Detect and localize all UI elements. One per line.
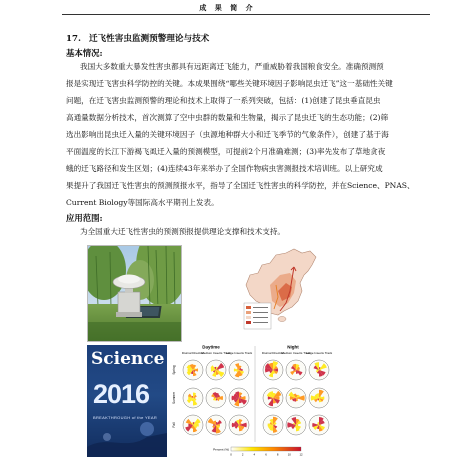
group-label: Night — [287, 344, 299, 350]
application-heading: 应用范围: — [66, 213, 103, 223]
cover-art — [87, 417, 167, 457]
summary-line: Current Biology等国际高水平期刊上发表。 — [66, 198, 219, 207]
colorbar-label: Percent (%) — [213, 447, 229, 452]
colorbar-tick: 12 — [299, 452, 303, 457]
group-label: Daytime — [202, 344, 220, 350]
colorbar-tick: 0 — [230, 452, 232, 457]
summary-line: 我国大多数重大暴发性害虫都具有远距离迁飞能力，严重威胁着我国粮食安全。准确预测预 — [80, 62, 384, 71]
section-number: 17. — [66, 34, 81, 44]
header-divider — [62, 14, 430, 15]
application-line: 为全国重大迁飞性害虫的预测预报提供理论支撑和技术支持。 — [80, 227, 286, 236]
science-cover-tagline: BREAKTHROUGH of the YEAR — [93, 415, 158, 420]
summary-line: 问题，在迁飞害虫监测预警的理论和技术上取得了一系列突破，包括：(1)创建了昆虫垂直昆虫 — [66, 96, 381, 105]
row-label: Spring — [172, 365, 176, 375]
row-label: Fall — [172, 422, 176, 428]
summary-line: 平面温度的长江下游褐飞虱迁入量的预测模型，可提前2个月准确难测；(3)率先发布了草地贪夜 — [66, 147, 386, 156]
column-label: Diurnal Direction — [261, 351, 285, 355]
radar-station-photo — [87, 245, 182, 342]
summary-line: 蛾的迁飞路径和发生区划；(4)连续43年来举办了全国作物病虫害测报技术培训班。以上研究成 — [66, 164, 383, 173]
science-cover-title: Science — [91, 349, 165, 369]
column-label: Large Insects Track — [305, 351, 333, 355]
science-cover-year: 2016 — [93, 379, 150, 409]
column-label: Medium Insects Track — [281, 351, 311, 355]
column-label: Diurnal Direction — [181, 351, 205, 355]
column-label: Medium Insects Track — [201, 351, 231, 355]
row-label: Summer — [172, 391, 176, 405]
summary-heading: 基本情况: — [66, 48, 103, 58]
colorbar — [231, 447, 301, 451]
column-label: Large Insects Track — [225, 351, 253, 355]
colorbar-tick: 4 — [253, 452, 256, 457]
header-title: 成 果 简 介 — [199, 3, 256, 12]
section-title — [66, 32, 209, 44]
colorbar-tick: 6 — [265, 452, 267, 457]
summary-line: 报是实现迁飞害虫科学防控的关键。本成果围绕“哪些关键环境因子影响昆虫迁飞”这一基础性关键 — [66, 79, 393, 88]
summary-line: 果提升了我国迁飞性害虫的预测预报水平，指导了全国迁飞性害虫的科学防控，并在Science、PNAS、 — [66, 181, 415, 190]
colorbar-tick: 2 — [241, 452, 244, 457]
colorbar-tick: 10 — [287, 452, 291, 457]
section-title-text: 迁飞性害虫监测预警理论与技术 — [88, 34, 210, 44]
summary-line: 选出影响出昆虫迁入量的关键环境因子（虫源地种群大小和迁飞季节的气象条件），创建了基于海 — [66, 130, 389, 139]
summary-line: 高通量数据分析技术，首次测算了空中虫群的数量和生物量，揭示了昆虫迁飞的生态功能；(2)筛 — [66, 113, 389, 122]
colorbar-tick: 8 — [276, 452, 279, 457]
radar-rose-panel — [171, 344, 340, 457]
science-cover — [87, 345, 167, 457]
migration-map — [240, 245, 321, 332]
